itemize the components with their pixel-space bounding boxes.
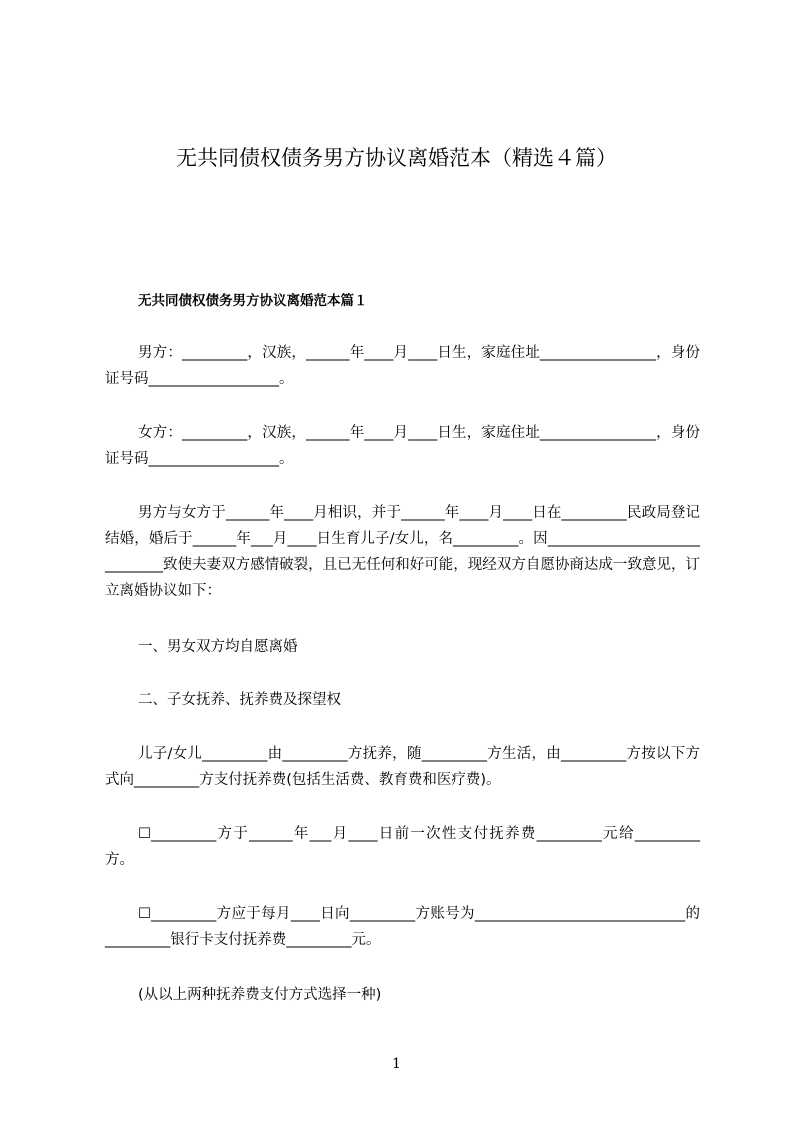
- paragraph-lump-sum-option: ☐_________方于______年___月____日前一次性支付抚养费_________元给_________方。: [105, 826, 700, 868]
- page-number: 1: [392, 1056, 401, 1072]
- paragraph-male-party: 男方：_________，汉族，______年____月____日生，家庭住址________________，身份证号码__________________。: [105, 345, 700, 387]
- section-heading: 无共同债权债务男方协议离婚范本篇１: [138, 293, 368, 309]
- clause-child-support-heading: 二、子女抚养、抚养费及探望权: [138, 692, 341, 708]
- paragraph-child-custody: 儿子/女儿_________由_________方抚养，随_________方生活，由_________方按以下方式向_________方支付抚养费(包括生活费、教育费和医疗费)。: [105, 746, 700, 788]
- document-title: 无共同债权债务男方协议离婚范本（精选４篇）: [176, 146, 617, 170]
- paragraph-monthly-option: ☐_________方应于每月____日向_________方账号为_____________________________的_________银行卡支付抚养费_________元。: [105, 906, 700, 948]
- paragraph-marriage-background: 男方与女方于______年____月相识，并于______年____月____日在_________民政局登记结婚，婚后于______年___月____日生育儿子/女儿，名_________。因_____________________________致使夫妻双方感情破裂，且已无任何和好可能，现经双方自愿协商达成一致意见，订立离婚协议如下：: [105, 505, 700, 599]
- paragraph-choose-option-note: (从以上两种抚养费支付方式选择一种): [138, 987, 382, 1003]
- clause-voluntary-divorce: 一、男女双方均自愿离婚: [138, 639, 298, 655]
- paragraph-female-party: 女方：_________，汉族，______年____月____日生，家庭住址________________，身份证号码__________________。: [105, 425, 700, 467]
